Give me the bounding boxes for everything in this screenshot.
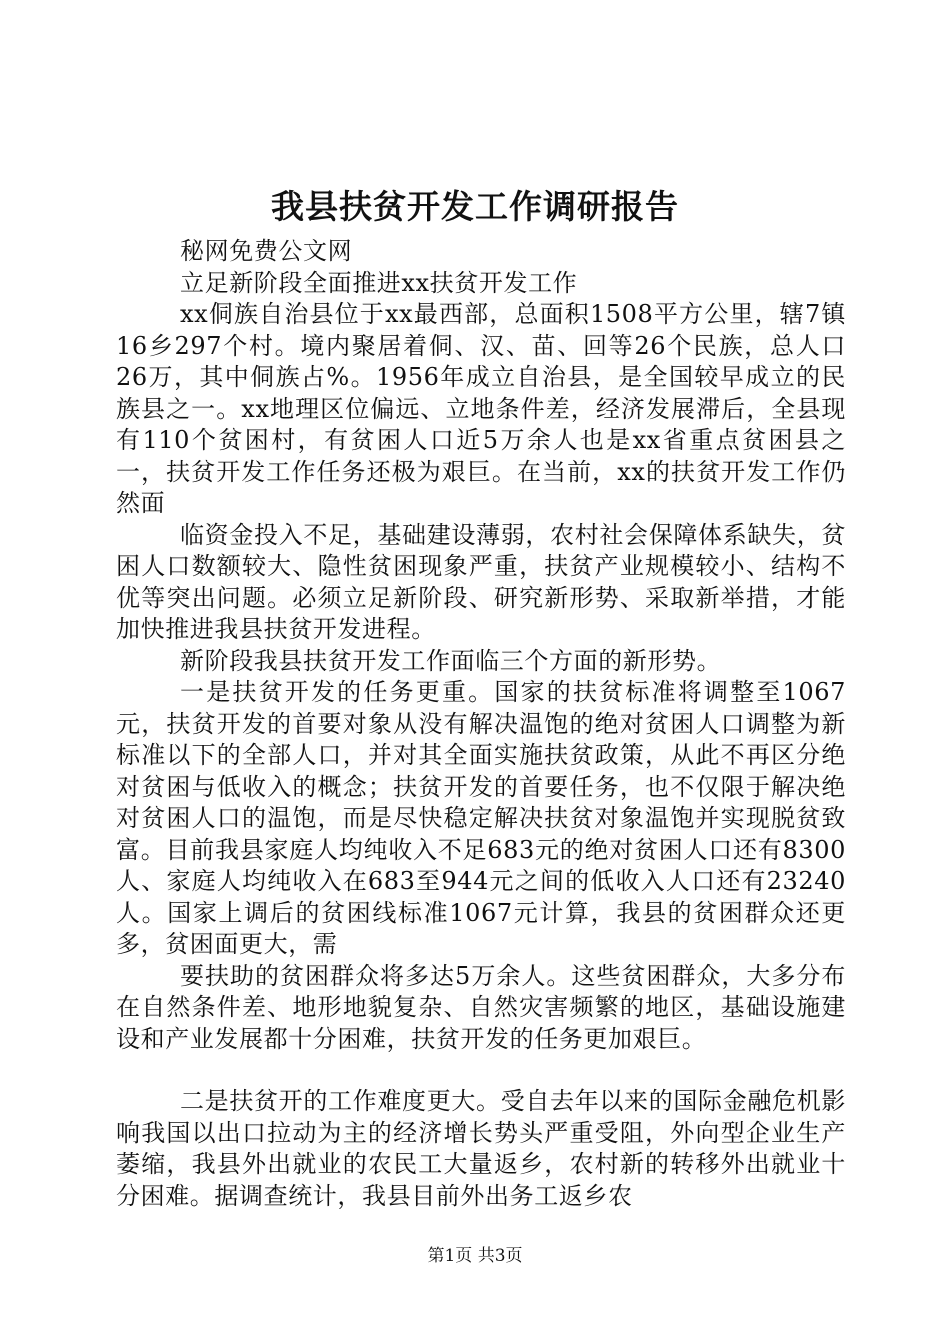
paragraph-point-one-continued: 要扶助的贫困群众将多达5万余人。这些贫困群众，大多分布在自然条件差、地形地貌复杂、自然灾害频繁的地区，基础设施建设和产业发展都十分困难，扶贫开发的任务更加艰巨。	[116, 961, 846, 1053]
document-body	[116, 236, 846, 1212]
paragraph-problems: 临资金投入不足，基础建设薄弱，农村社会保障体系缺失，贫困人口数额较大、隐性贫困现象严重，扶贫产业规模较小、结构不优等突出问题。必须立足新阶段、研究新形势、采取新举措，才能加快推进我县扶贫开发进程。	[116, 520, 846, 643]
paragraph-overview: xx侗族自治县位于xx最西部，总面积1508平方公里，辖7镇16乡297个村。境内聚居着侗、汉、苗、回等26个民族，总人口26万，其中侗族占%。1956年成立自治县，是全国较早成立的民族县之一。xx地理区位偏远、立地条件差，经济发展滞后，全县现有110个贫困村，有贫困人口近5万余人也是xx省重点贫困县之一，扶贫开发工作任务还极为艰巨。在当前，xx的扶贫开发工作仍然面	[116, 300, 846, 517]
page-footer: 第1页 共3页	[427, 1246, 523, 1266]
paragraph-subtitle: 立足新阶段全面推进xx扶贫开发工作	[180, 268, 578, 297]
paragraph-new-situation: 新阶段我县扶贫开发工作面临三个方面的新形势。	[180, 646, 722, 675]
document-title: 我县扶贫开发工作调研报告	[271, 187, 679, 226]
paragraph-point-two: 二是扶贫开的工作难度更大。受自去年以来的国际金融危机影响我国以出口拉动为主的经济增长势头严重受阻，外向型企业生产萎缩，我县外出就业的农民工大量返乡，农村新的转移外出就业十分困难。据调查统计，我县目前外出务工返乡农	[116, 1087, 846, 1210]
paragraph-source: 秘网免费公文网	[180, 237, 353, 265]
paragraph-point-one: 一是扶贫开发的任务更重。国家的扶贫标准将调整至1067元，扶贫开发的首要对象从没有解决温饱的绝对贫困人口调整为新标准以下的全部人口，并对其全面实施扶贫政策，从此不再区分绝对贫困与低收入的概念；扶贫开发的首要任务，也不仅限于解决绝对贫困人口的温饱，而是尽快稳定解决扶贫对象温饱并实现脱贫致富。目前我县家庭人均纯收入不足683元的绝对贫困人口还有8300人、家庭人均纯收入在683至944元之间的低收入人口还有23240人。国家上调后的贫困线标准1067元计算，我县的贫困群众还更多，贫困面更大，需	[116, 678, 846, 958]
